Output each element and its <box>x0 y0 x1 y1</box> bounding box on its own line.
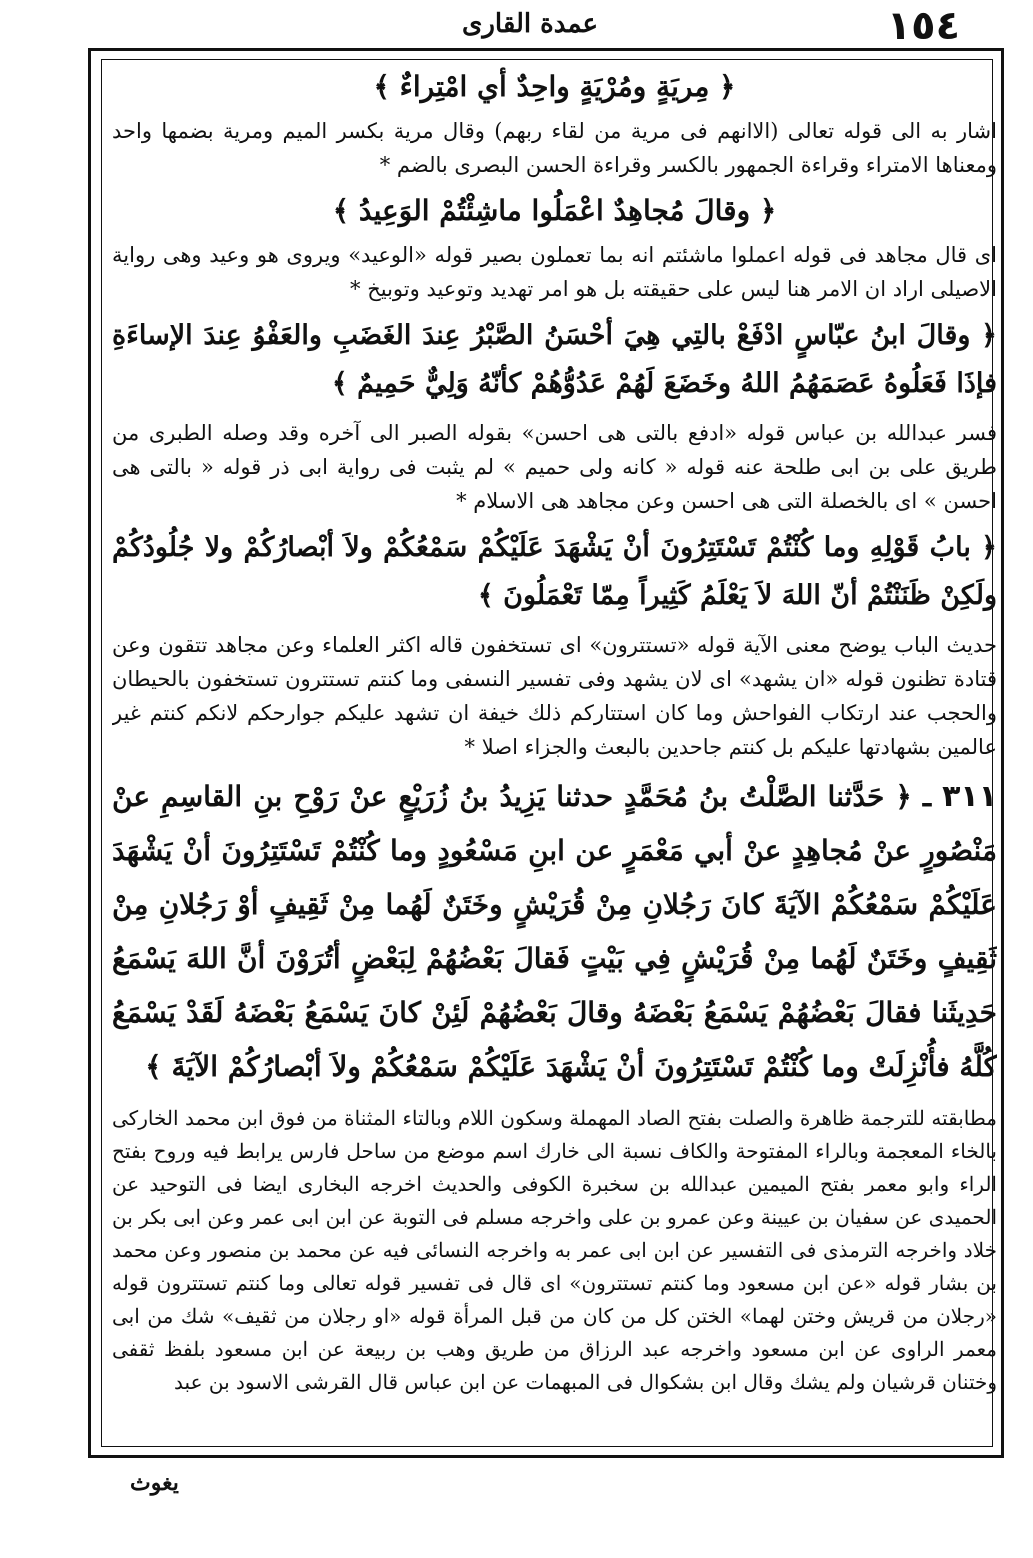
hadith-text <box>112 770 997 1094</box>
commentary-ibn-abbas: فسر عبدالله بن عباس قوله «ادفع بالتى هى احسن» بقوله الصبر الى آخره وقد وصله الطبرى من طريق على بن ابى طلحة عنه قوله « كانه ولى حميم » لم يثبت فى رواية ابى ذر قوله « بالتى هى احسن » اى بالخصلة التى هى احسن وعن مجاهد هى الاسلام * <box>112 421 997 513</box>
commentary-mujahid: اى قال مجاهد فى قوله اعملوا ماشئتم انه بما تعملون بصير قوله «الوعيد» ويروى هو وعيد وهى رواية الاصيلى اراد ان الامر هنا ليس على حقيقته بل هو امر تهديد وتوعيد وتوبيخ * <box>112 243 997 301</box>
page-header <box>100 0 960 48</box>
commentary-tastatirun: حديث الباب يوضح معنى الآية قوله «تستترون» اى تستخفون قاله اكثر العلماء وعن مجاهد تتقون وعن قتادة تظنون قوله «ان يشهد» اى لان يشهد وفى تفسير النسفى وما كنتم تستترون تستخفون بالحيطان والحجب عند ارتكاب الفواحش وما كان استتاركم ذلك خيفة ان تشهد عليكم جوارحكم لانكم كنتم غير عالمين بشهادتها عليكم بل كنتم جاحدين بالبعث والجزاء اصلا * <box>112 633 997 759</box>
chapter-heading-tastatirun: ﴿ بابُ قَوْلِهِ وما كُنْتُمْ تَسْتَتِرُونَ أنْ يَشْهَدَ عَلَيْكُمْ سَمْعُكُمْ ولاَ أبْصارُكُمْ ولا جُلُودُكُمْ ولَكِنْ ظَنَنْتُمْ أنّ اللهَ لاَ يَعْلَمُ كَثِيراً مِمّا تَعْمَلُونَ ﴾ <box>112 532 997 611</box>
book-title: عمدة القارى <box>462 9 598 39</box>
hadith-body: ـ ﴿ حَدَّثنا الصَّلْتُ بنُ مُحَمَّدٍ حدثنا يَزِيدُ بنُ زُرَيْعٍ عنْ رَوْحِ بنِ القاسِمِ عنْ مَنْصُورٍ عنْ مُجاهِدٍ عنْ أبي مَعْمَرٍ عن ابنِ مَسْعُودٍ وما كُنْتُمْ تَسْتَتِرُونَ أنْ يَشْهَدَ عَلَيْكُمْ سَمْعُكُمْ الآيَةَ كانَ رَجُلانِ مِنْ قُرَيْشٍ وخَتَنٌ لَهُما مِنْ ثَقِيفٍ أوْ رَجُلانِ مِنْ ثَقِيفٍ وخَتَنٌ لَهُما مِنْ قُرَيْشٍ فِي بَيْتٍ فَقالَ بَعْضُهُمْ لِبَعْضٍ أتُرَوْنَ أنَّ اللهَ يَسْمَعُ حَدِيثَنا فقالَ بَعْضُهُمْ يَسْمَعُ بَعْضَهُ وقالَ بَعْضُهُمْ لَئِنْ كانَ يَسْمَعُ بَعْضَهُ لَقَدْ يَسْمَعُ كُلَّهُ فأُنْزِلَتْ وما كُنْتُمْ تَسْتَتِرُونَ أنْ يَشْهَدَ عَلَيْكُمْ سَمْعُكُمْ ولاَ أبْصارُكُمْ الآيَةَ ﴾ <box>112 780 997 1083</box>
page-number: ١٥٤ <box>886 3 960 49</box>
section-heading-mirya: ﴿ مِريَةٍ ومُرْيَةٍ واحِدٌ أي امْتِراءٌ ﴾ <box>373 70 736 103</box>
page-content <box>112 62 997 1450</box>
section-heading-mujahid: ﴿ وقالَ مُجاهِدٌ اعْمَلُوا ماشِئْتُمْ الوَعِيدُ ﴾ <box>332 194 777 227</box>
catchword: يغوث <box>130 1470 179 1496</box>
hadith-commentary: مطابقته للترجمة ظاهرة والصلت بفتح الصاد المهملة وسكون اللام وبالتاء المثناة من فوق ابن محمد الخاركى بالخاء المعجمة وبالراء المفتوحة والكاف نسبة الى خارك اسم موضع من ساحل فارس يرابط فيه وروح بفتح الراء وابو معمر بفتح الميمين عبدالله بن سخبرة الكوفى والحديث اخرجه البخارى ايضا فى التوحيد عن الحميدى عن سفيان بن عيينة وعن عمرو بن على واخرجه مسلم فى التوبة عن ابن ابى عمر وعن ابى بكر بن خلاد واخرجه الترمذى فى التفسير عن ابن ابى عمر به واخرجه النسائى فيه عن محمد بن منصور وعن محمد بن بشار قوله «عن ابن مسعود وما كنتم تستترون» اى قال فى تفسير قوله تعالى وما كنتم تستترون قوله «رجلان من قريش وختن لهما» الختن كل من كان من قبل المرأة قوله «او رجلان من ثقيف» شك من ابى معمر الراوى عن ابن مسعود واخرجه عبد الرزاق من طريق وهب بن ربيعة عن ابن مسعود بلفظ ثقفى وختنان قرشيان ولم يشك وقال ابن بشكوال فى المبهمات عن ابن عباس قال القرشى الاسود بن عبد <box>112 1106 997 1394</box>
hadith-number: ٣١١ <box>942 779 997 814</box>
section-ibn-abbas-quote: ﴿ وقالَ ابنُ عبّاسٍ ادْفَعْ بالتِي هِيَ أحْسَنُ الصَّبْرُ عِندَ الغَضَبِ والعَفْوُ عِندَ الإساءَةِ فإذَا فَعَلُوهُ عَصَمَهُمُ اللهُ وخَضَعَ لَهُمْ عَدُوُّهُمْ كأنّهُ وَلِيٌّ حَمِيمٌ ﴾ <box>112 320 997 399</box>
commentary-mirya: اشار به الى قوله تعالى (الاانهم فى مرية من لقاء ربهم) وقال مرية بكسر الميم ومرية بضمها واحد ومعناها الامتراء وقراءة الجمهور بالكسر وقراءة الحسن البصرى بالضم * <box>112 119 997 177</box>
